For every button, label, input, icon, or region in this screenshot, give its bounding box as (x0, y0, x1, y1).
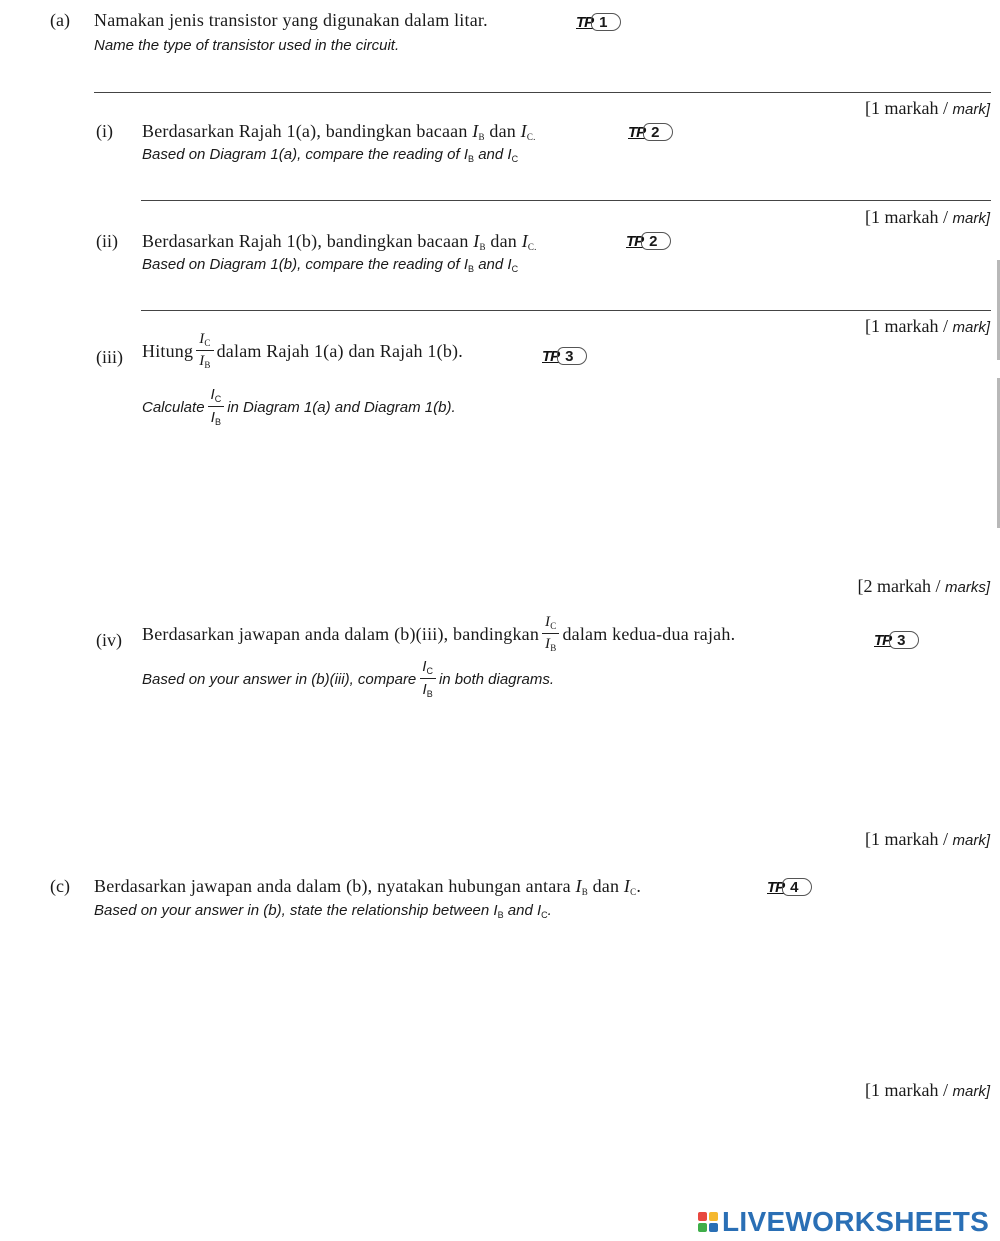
tp-badge-iii: TP 3 (542, 346, 587, 366)
question-ii-label: (ii) (96, 231, 118, 251)
answer-line-ii[interactable] (141, 310, 991, 311)
fraction-ic-ib: $\frac{I_C}{I_B}$ (196, 332, 213, 370)
fraction-ic-ib: $\frac{I_C}{I_B}$ (419, 659, 436, 699)
question-a-text-en: Name the type of transistor used in the circuit. (94, 37, 400, 54)
tp-badge-iv: TP 3 (874, 630, 919, 650)
question-c-text-ms: Berdasarkan jawapan anda dalam (b), nyatakan hubungan antara $I_B$ dan $I_C$. (94, 876, 642, 897)
tp-tag: TP (576, 13, 594, 31)
mark-allocation-c: [1 markah / mark] (865, 1080, 990, 1100)
mark-allocation-ii: [1 markah / mark] (865, 316, 990, 336)
question-iv-text-en: Based on your answer in (b)(iii), compare $\frac{I_C}{I_B}$ in both diagrams. (142, 658, 555, 699)
question-ii-text-ms: Berdasarkan Rajah 1(b), bandingkan bacaan $I_B$ dan $I_{C.}$ (142, 231, 537, 252)
question-c-text-en: Based on your answer in (b), state the relationship between $I_B$ and $I_C$. (94, 902, 552, 920)
tp-badge-a (576, 12, 621, 32)
question-i-label: (i) (96, 121, 113, 141)
fraction-ic-ib: $\frac{I_C}{I_B}$ (208, 387, 225, 427)
question-iii-text-ms: Hitung $\frac{I_C}{I_B}$ dalam Rajah 1(a) dan Rajah 1(b). (142, 331, 463, 370)
mark-allocation-i: [1 markah / mark] (865, 207, 990, 227)
answer-line-a[interactable] (94, 92, 991, 93)
mark-allocation-iii: [2 markah / marks] (857, 576, 990, 596)
question-a-text-ms: Namakan jenis transistor yang digunakan dalam litar. (94, 10, 488, 30)
liveworksheets-logo (698, 1206, 989, 1238)
question-i-text-ms: Berdasarkan Rajah 1(a), bandingkan bacaan $I_B$ dan $I_{C.}$ (142, 121, 536, 142)
question-iii-label: (iii) (96, 347, 123, 367)
question-c-label: (c) (50, 876, 70, 896)
question-a-label: (a) (50, 10, 70, 30)
tp-level: 1 (591, 13, 621, 31)
question-ii-text-en: Based on Diagram 1(b), compare the reading of $I_B$ and $I_C$ (142, 256, 519, 274)
question-iv-text-ms: Berdasarkan jawapan anda dalam (b)(iii), bandingkan $\frac{I_C}{I_B}$ dalam kedua-dua rajah. (142, 614, 736, 653)
logo-text: LIVEWORKSHEETS (722, 1206, 990, 1237)
logo-icon (698, 1212, 718, 1232)
mark-allocation-a: [1 markah / mark] (865, 98, 990, 118)
fraction-ic-ib: $\frac{I_C}{I_B}$ (542, 615, 559, 653)
answer-line-i[interactable] (141, 200, 991, 201)
tp-badge-c: TP 4 (767, 877, 812, 897)
tp-badge-ii: TP 2 (626, 231, 671, 251)
question-iv-label: (iv) (96, 630, 122, 650)
mark-allocation-iv: [1 markah / mark] (865, 829, 990, 849)
question-i-text-en: Based on Diagram 1(a), compare the reading of $I_B$ and $I_C$ (142, 146, 519, 164)
tp-badge-i: TP 2 (628, 122, 673, 142)
question-iii-text-en: Calculate $\frac{I_C}{I_B}$ in Diagram 1(a) and Diagram 1(b). (142, 386, 456, 427)
